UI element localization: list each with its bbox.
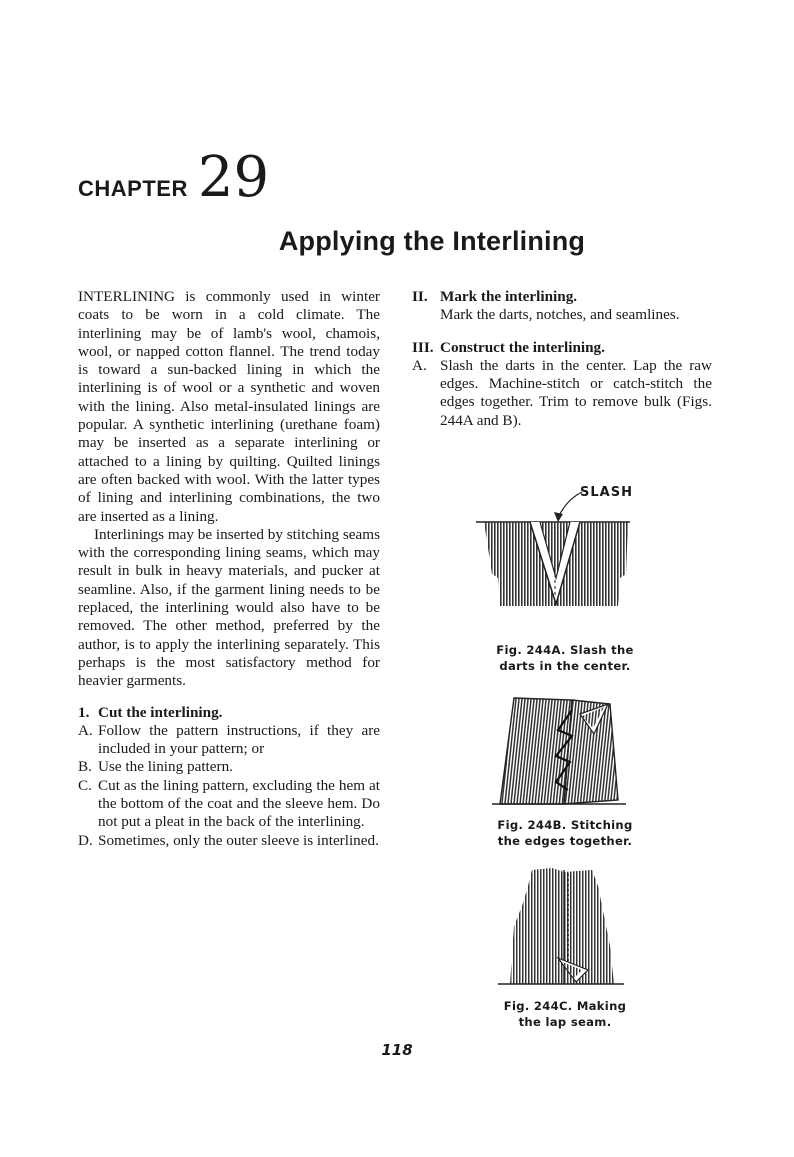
- step-1-item-a-key: A.: [78, 721, 93, 739]
- step-3-item-a: [412, 357, 712, 430]
- intro-paragraph-1: INTERLINING is commonly used in winter coats to be worn in a cold climate. The interlining may be of lamb's wool, chamois, wool, or napped cotton flannel. The trend today is toward a sun-backed lining in which the interlining is of wool or a synthetic and woven with the lining. Also metal-insulated linings are popular. A synthetic interlining (urethane foam) may be inserted as a separate interlining or attached to a lining by quilting. Quilted linings are often backed with wool. With the latter types of lining and interlining combinations, the two are inserted as a lining.: [78, 288, 380, 525]
- step-1-item-c-key: C.: [78, 776, 92, 794]
- figure-244a-illustration: [470, 478, 660, 610]
- step-2-text: Mark the darts, notches, and seamlines.: [440, 306, 680, 324]
- step-1-item-a-text: Follow the pattern instructions, if they are included in your pattern; or: [98, 721, 380, 758]
- step-1-item-d: [78, 832, 380, 850]
- page-number: 118: [381, 1041, 413, 1059]
- chapter-label: CHAPTER: [78, 176, 188, 201]
- step-3-number: III.: [412, 338, 434, 356]
- step-1-item-d-text: Sometimes, only the outer sleeve is interlined.: [98, 831, 379, 849]
- step-1-item-b: [78, 758, 380, 776]
- step-3-heading: [412, 339, 712, 357]
- chapter-title: Applying the Interlining: [278, 226, 586, 256]
- step-3-title: Construct the interlining.: [440, 338, 605, 356]
- step-1-item-b-text: Use the lining pattern.: [98, 758, 233, 776]
- step-1-item-c-text: Cut as the lining pattern, excluding the hem at the bottom of the coat and the sleeve hem. Do not put a pleat in the back of the interlining.: [98, 776, 380, 831]
- figure-244b-illustration: [486, 690, 636, 808]
- step-1-item-d-key: D.: [78, 831, 93, 849]
- figure-244c-illustration: [492, 866, 632, 990]
- step-1-title: Cut the interlining.: [98, 703, 223, 721]
- left-column: [78, 288, 380, 850]
- step-1-item-c: [78, 777, 380, 832]
- step-1-item-b-key: B.: [78, 758, 92, 776]
- chapter-number: 29: [197, 145, 270, 210]
- step-3-item-a-key: A.: [412, 356, 427, 374]
- figure-244b-caption: Fig. 244B. Stitching the edges together.: [497, 818, 633, 848]
- intro-paragraph-2: Interlinings may be inserted by stitching seams with the corresponding lining seams, which may result in bulk in heavy materials, and pucker at seamline. Also, if the garment lining needs to be replaced, the interlining would also have to be removed. The other method, preferred by the author, is to apply the interlining separately. This perhaps is the most satisfactory method for heavier garments.: [78, 525, 380, 690]
- figure-244a-label: SLASH: [580, 485, 633, 500]
- figure-244a-caption: Fig. 244A. Slash the darts in the center.: [496, 643, 634, 673]
- step-1-item-a: [78, 722, 380, 759]
- step-1-number: 1.: [78, 703, 90, 721]
- step-2-number: II.: [412, 288, 428, 305]
- figure-244c-caption: Fig. 244C. Making the lap seam.: [503, 999, 627, 1029]
- step-2-heading: [412, 288, 712, 306]
- chapter-heading: [78, 145, 270, 210]
- step-2-title: Mark the interlining.: [440, 288, 578, 305]
- step-3-item-a-text: Slash the darts in the center. Lap the raw edges. Machine-stitch or catch-stitch the edges together. Trim to remove bulk (Figs. 244A and B).: [440, 356, 712, 429]
- step-1-heading: [78, 704, 380, 722]
- right-column: [412, 288, 712, 430]
